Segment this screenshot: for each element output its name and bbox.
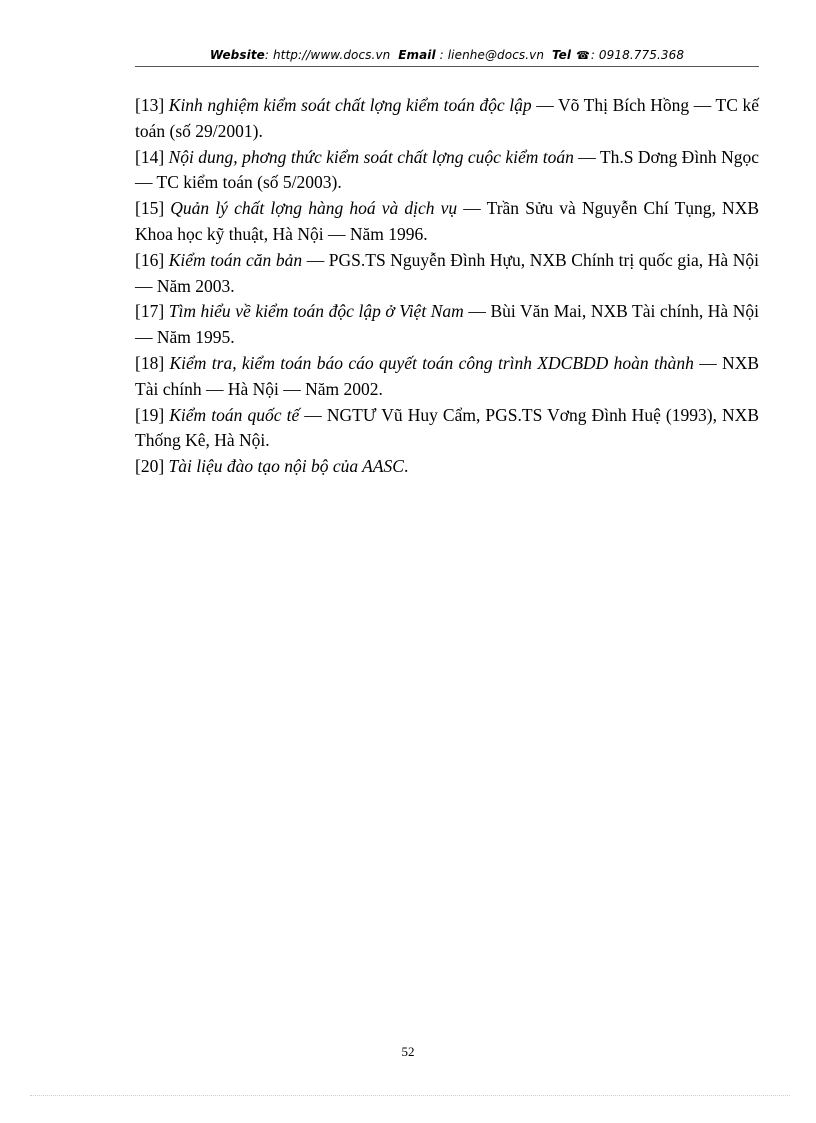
reference-title: Nội dung, phơng thức kiểm soát chất lợng cuộc kiểm toán [168,146,574,167]
page-number: 52 [401,1044,415,1059]
reference-title: Kiểm toán quốc tế [169,404,300,425]
reference-details: — Th.S Dơng Đình Ngọc — TC kiểm toán (số 5/2003). [135,146,759,193]
reference-details: — Bùi Văn Mai, NXB Tài chính, Hà Nội — Năm 1995. [135,301,759,348]
reference-details: . [403,456,409,477]
tel-number: : 0918.775.368 [590,48,685,62]
reference-number: [16] [135,249,165,270]
website-label: Website [209,48,265,62]
reference-number: [17] [135,301,165,322]
email-address[interactable]: : lienhe@docs.vn [439,48,545,62]
email-label: Email [398,48,436,62]
reference-item [135,299,759,351]
reference-title: Kinh nghiệm kiểm soát chất lợng kiểm toán độc lập [168,95,532,115]
reference-title: Kiểm toán căn bản [168,249,303,270]
reference-details: — NXB Tài chính — Hà Nội — Năm 2002. [135,352,760,399]
reference-title: Kiểm tra, kiểm toán báo cáo quyết toán công trình XDCBDD hoàn thành [169,352,694,373]
reference-number: [18] [135,352,165,373]
reference-item [135,403,759,455]
reference-number: [20] [135,456,165,477]
reference-item [135,248,759,300]
reference-number: [14] [135,146,165,167]
reference-number: [13] [135,95,165,115]
reference-item [135,196,759,248]
reference-number: [15] [135,198,165,219]
reference-number: [19] [135,404,165,425]
phone-icon: ☎ [576,49,590,62]
reference-list [135,93,759,480]
reference-details: — Võ Thị Bích Hồng — TC kế toán (số 29/2001). [135,95,760,141]
reference-details: — NGTƯ Vũ Huy Cẩm, PGS.TS Vơng Đình Huệ (1993), NXB Thống Kê, Hà Nội. [135,404,759,451]
website-url[interactable]: : http://www.docs.vn [264,48,391,62]
reference-item [135,93,759,145]
reference-details: — Trần Sửu và Nguyễn Chí Tụng, NXB Khoa học kỹ thuật, Hà Nội — Năm 1996. [135,198,759,244]
reference-item [135,145,759,197]
bottom-divider [30,1095,790,1096]
tel-label: Tel [551,48,572,62]
reference-details: — PGS.TS Nguyễn Đình Hựu, NXB Chính trị quốc gia, Hà Nội — Năm 2003. [135,249,759,296]
reference-title: Quản lý chất lợng hàng hoá và dịch vụ [170,198,458,219]
reference-item [135,454,759,480]
reference-item [135,351,759,403]
reference-title: Tìm hiểu về kiểm toán độc lập ở Việt Nam [168,301,464,322]
reference-title: Tài liệu đào tạo nội bộ của AASC [168,456,404,477]
page-header [135,48,759,62]
header-divider [135,66,759,67]
